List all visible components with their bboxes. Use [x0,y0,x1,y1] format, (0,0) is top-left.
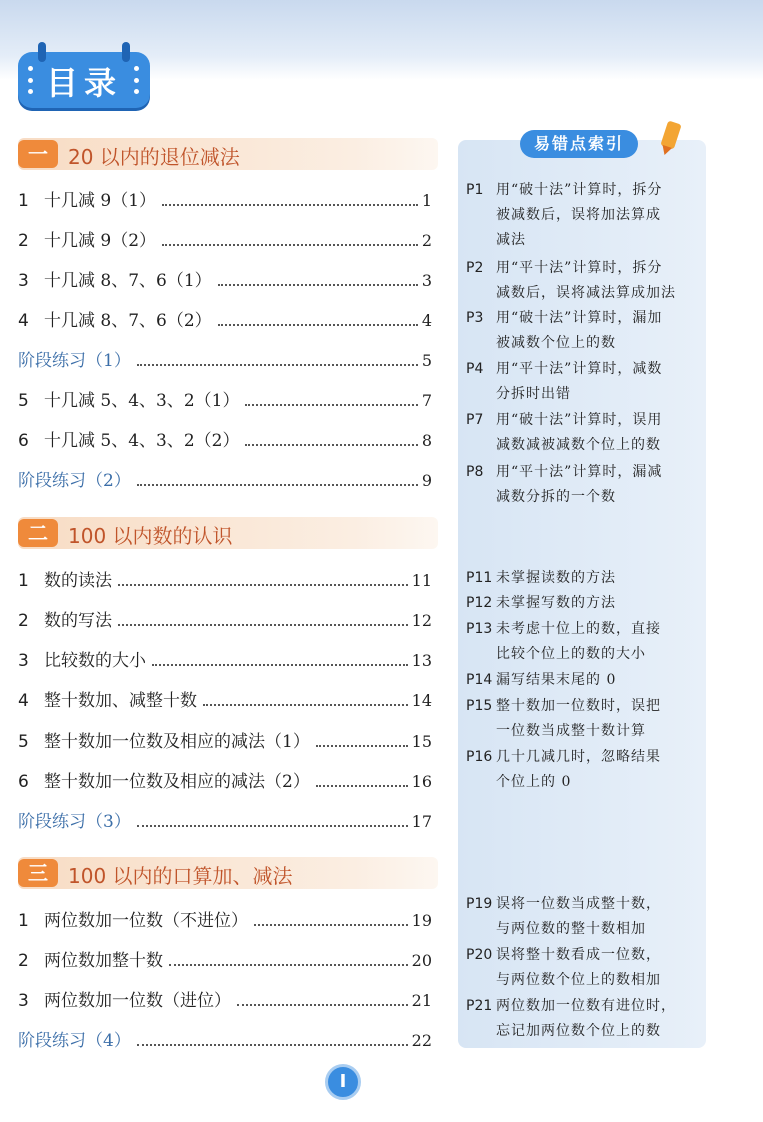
section-badge: 一 [18,140,58,168]
toc-row[interactable]: 6 整十数加一位数及相应的减法（2） 16 [18,772,432,792]
error-item: P15 整十数加一位数时，误把 一位数当成整十数计算 [466,698,661,739]
section-header-3 [18,857,438,889]
section-header-1 [18,138,438,170]
error-item: P21 两位数加一位数有进位时， 忘记加两位数个位上的数 [466,998,676,1039]
error-item: P4 用“平十法”计算时，减数 分拆时出错 [466,361,663,402]
section-badge: 三 [18,859,58,887]
toc-row[interactable]: 3 两位数加一位数（进位） 21 [18,991,432,1011]
toc-row[interactable]: 1 十几减 9（1） 1 [18,191,432,211]
error-item: P8 用“平十法”计算时，漏减 减数分拆的一个数 [466,464,663,505]
toc-label: 十几减 9（2） [44,231,157,251]
toc-label: 整十数加一位数及相应的减法（1） [44,732,310,752]
toc-page: 11 [411,571,432,590]
toc-row[interactable]: 2 十几减 9（2） 2 [18,231,432,251]
toc-page: 4 [421,311,432,330]
toc-row[interactable]: 2 数的写法 12 [18,611,432,631]
toc-label: 阶段练习（4） [18,1031,131,1051]
error-item: P16 几十几减几时，忽略结果 个位上的 0 [466,749,661,790]
toc-label: 两位数加整十数 [44,951,163,971]
toc-label: 十几减 5、4、3、2（2） [44,431,240,451]
error-item: P19 误将一位数当成整十数， 与两位数的整十数相加 [466,896,661,937]
error-index-tag: 易错点索引 [520,130,638,158]
toc-row[interactable]: 3 十几减 8、7、6（1） 3 [18,271,432,291]
toc-page: 7 [421,391,432,410]
error-item: P20 误将整十数看成一位数， 与两位数个位上的数相加 [466,947,661,988]
error-item: P12 未掌握写数的方法 [466,595,616,611]
toc-page: 13 [411,651,432,670]
toc-page: 15 [411,732,432,751]
toc-page: 5 [421,351,432,370]
toc-page: 12 [411,611,432,630]
toc-row-practice[interactable] [18,346,432,372]
toc-row[interactable]: 3 比较数的大小 13 [18,651,432,671]
title-tab [18,52,150,108]
toc-row[interactable]: 1 两位数加一位数（不进位） 19 [18,911,432,931]
toc-row[interactable]: 5 整十数加一位数及相应的减法（1） 15 [18,732,432,752]
toc-label: 数的读法 [44,571,112,591]
toc-page: 3 [421,271,432,290]
toc-page: 2 [421,231,432,250]
error-item: P1 用“破十法”计算时，拆分 被减数后，误将加法算成 减法 [466,182,663,248]
section-badge: 二 [18,519,58,547]
toc-row[interactable]: 1 数的读法 11 [18,571,432,591]
toc-page: 20 [411,951,432,970]
error-item: P7 用“破十法”计算时，误用 减数减被减数个位上的数 [466,412,663,453]
toc-row[interactable]: 4 十几减 8、7、6（2） 4 [18,311,432,331]
toc-page: 14 [411,691,432,710]
page-title: 目录 [45,64,122,102]
toc-page: 17 [411,812,432,831]
error-item: P13 未考虑十位上的数，直接 比较个位上的数的大小 [466,621,661,662]
toc-label: 整十数加一位数及相应的减法（2） [44,772,310,792]
toc-label: 阶段练习（1） [18,351,131,371]
toc-label: 两位数加一位数（不进位） [44,911,248,931]
section-title: 100 以内的口算加、减法 [68,864,293,888]
toc-page: 1 [421,191,432,210]
toc-page: 16 [411,772,432,791]
toc-page: 22 [411,1031,432,1050]
toc-label: 十几减 5、4、3、2（1） [44,391,240,411]
toc-row[interactable]: 2 两位数加整十数 20 [18,951,432,971]
toc-row-practice[interactable] [18,466,432,492]
toc-label: 阶段练习（2） [18,471,131,491]
toc-label: 十几减 8、7、6（1） [44,271,212,291]
error-item: P2 用“平十法”计算时，拆分 减数后，误将减法算成加法 [466,260,676,301]
toc-label: 整十数加、减整十数 [44,691,197,711]
page-number-badge: I [325,1064,361,1100]
error-item: P11 未掌握读数的方法 [466,570,616,586]
toc-label: 十几减 9（1） [44,191,157,211]
section-title: 20 以内的退位减法 [68,145,240,169]
toc-page: 21 [411,991,432,1010]
toc-page: 8 [421,431,432,450]
toc-row-practice[interactable] [18,1026,432,1052]
toc-label: 两位数加一位数（进位） [44,991,231,1011]
toc-row-practice[interactable] [18,807,432,833]
toc-row[interactable]: 4 整十数加、减整十数 14 [18,691,432,711]
toc-label: 比较数的大小 [44,651,146,671]
error-item: P3 用“破十法”计算时，漏加 被减数个位上的数 [466,310,663,351]
toc-row[interactable]: 6 十几减 5、4、3、2（2） 8 [18,431,432,451]
section-header-2 [18,517,438,549]
toc-label: 阶段练习（3） [18,812,131,832]
toc-row[interactable]: 5 十几减 5、4、3、2（1） 7 [18,391,432,411]
toc-page: 9 [421,471,432,490]
section-title: 100 以内数的认识 [68,524,233,548]
toc-label: 十几减 8、7、6（2） [44,311,212,331]
toc-page: 19 [411,911,432,930]
toc-label: 数的写法 [44,611,112,631]
error-item: P14 漏写结果末尾的 0 [466,672,617,688]
